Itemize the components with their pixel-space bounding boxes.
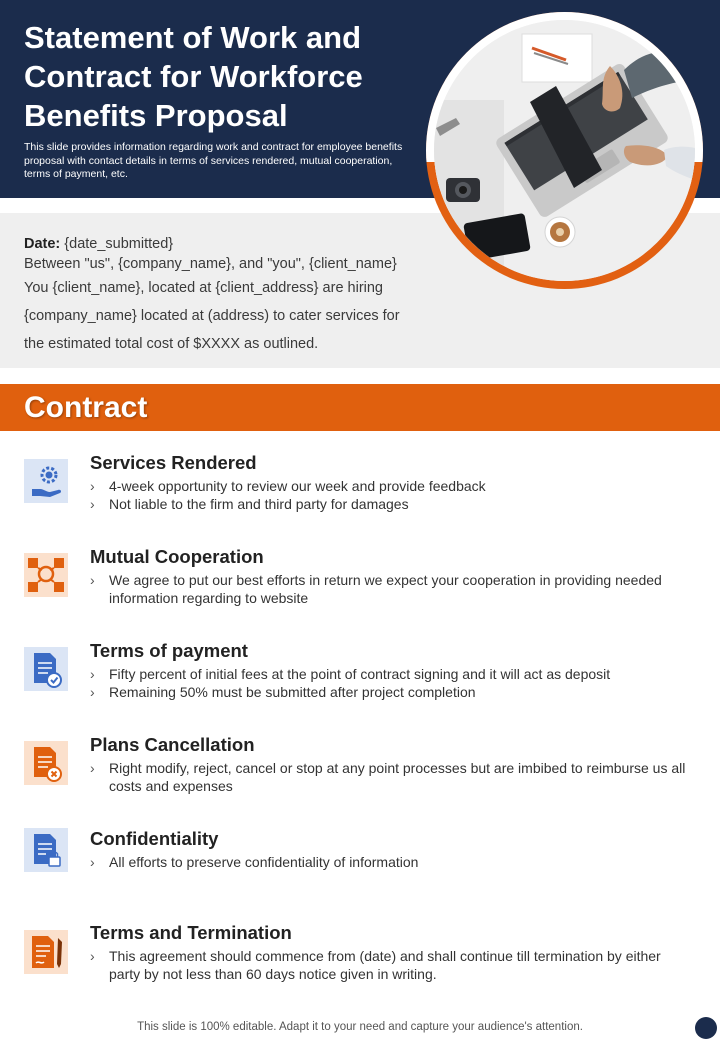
document-cancel-icon	[24, 741, 68, 785]
title-line: Contract for Workforce	[24, 59, 363, 94]
section-title: Services Rendered	[90, 452, 257, 473]
section-title: Mutual Cooperation	[90, 546, 264, 567]
section-title: Terms of payment	[90, 640, 248, 661]
laptop-desk-illustration	[434, 20, 695, 281]
page-subtitle: This slide provides information regarding work and contract for employee benefits proposal with contact details in terms of services rendered, mutual cooperation, terms of payment, etc.	[24, 141, 403, 180]
bullet-item: › This agreement should commence from (date) and shall continue till termination by either party by not less than 60 days notice given in writing.	[90, 947, 695, 983]
section-title: Confidentiality	[90, 828, 219, 849]
hand-gear-icon	[24, 459, 68, 503]
body-line: You {client_name}, located at {client_address} are hiring	[24, 280, 383, 296]
photo-ring	[426, 12, 703, 289]
document-lock-icon	[24, 828, 68, 872]
section-bullets	[90, 665, 695, 701]
info-text	[24, 234, 444, 358]
bullet-item: › All efforts to preserve confidentiality of information	[90, 853, 695, 871]
bullet-item: › Fifty percent of initial fees at the point of contract signing and it will act as deposit	[90, 665, 695, 683]
body-line: {company_name} located at (address) to cater services for	[24, 308, 400, 324]
page-title	[24, 18, 424, 135]
date-label: Date:	[24, 236, 61, 252]
section-bullets	[90, 853, 695, 871]
page-indicator-dot	[695, 1017, 717, 1039]
contract-heading: Contract	[24, 391, 148, 424]
bullet-item: › Right modify, reject, cancel or stop at any point processes but are imbibed to reimburse us all costs and expenses	[90, 759, 695, 795]
document-pen-icon	[24, 930, 68, 974]
between-line: Between "us", {company_name}, and "you", {client_name}	[24, 256, 397, 272]
bullet-item: › Not liable to the firm and third party for damages	[90, 495, 695, 513]
workspace-photo	[434, 20, 695, 281]
section-bullets	[90, 571, 695, 607]
date-value: {date_submitted}	[64, 236, 174, 252]
section-bullets	[90, 759, 695, 795]
bullet-item: › Remaining 50% must be submitted after project completion	[90, 683, 695, 701]
document-check-icon	[24, 647, 68, 691]
title-line: Benefits Proposal	[24, 98, 288, 133]
bullet-item: › 4-week opportunity to review our week and provide feedback	[90, 477, 695, 495]
title-line: Statement of Work and	[24, 20, 362, 55]
section-title: Terms and Termination	[90, 922, 292, 943]
bullet-item: › We agree to put our best efforts in return we expect your cooperation in providing needed information regarding to website	[90, 571, 695, 607]
section-bullets	[90, 947, 695, 983]
body-line: the estimated total cost of $XXXX as outlined.	[24, 336, 319, 352]
section-bullets	[90, 477, 695, 513]
footer-note: This slide is 100% editable. Adapt it to your need and capture your audience's attention.	[137, 1021, 583, 1033]
network-people-icon	[24, 553, 68, 597]
section-title: Plans Cancellation	[90, 734, 255, 755]
